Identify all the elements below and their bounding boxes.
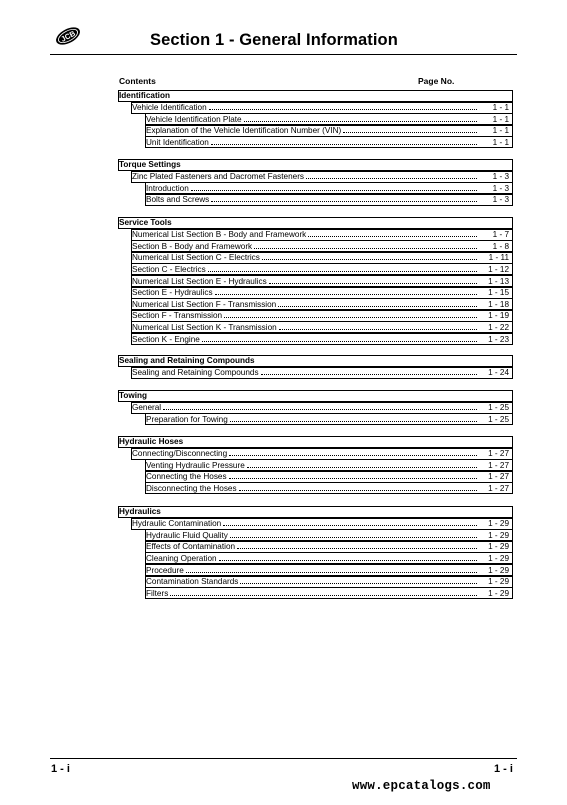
contents-label: Contents bbox=[119, 76, 156, 86]
toc-leader-dots bbox=[208, 264, 477, 272]
toc-entry-label: Bolts and Screws bbox=[146, 195, 210, 205]
toc-entry[interactable] bbox=[132, 367, 509, 379]
toc-entry[interactable] bbox=[132, 322, 509, 334]
toc-leader-dots bbox=[239, 483, 477, 491]
toc-section-title[interactable]: Identification bbox=[119, 91, 170, 100]
toc-entry-page: 1 - 29 bbox=[488, 530, 509, 540]
toc-entry-page: 1 - 11 bbox=[488, 253, 509, 263]
toc-leader-dots bbox=[254, 241, 477, 249]
toc-entry-page: 1 - 12 bbox=[488, 264, 509, 274]
toc-entry-page: 1 - 1 bbox=[492, 103, 509, 113]
toc-entry[interactable] bbox=[146, 565, 509, 577]
toc-entry-label: Sealing and Retaining Compounds bbox=[132, 368, 259, 378]
toc-entry-page: 1 - 23 bbox=[488, 334, 509, 344]
toc-section-title-box bbox=[118, 506, 513, 518]
toc-entry-page: 1 - 1 bbox=[492, 114, 509, 124]
toc-leader-dots bbox=[279, 322, 477, 330]
toc-entry[interactable] bbox=[132, 448, 509, 460]
toc-section-title[interactable]: Torque Settings bbox=[119, 160, 181, 169]
toc-entry[interactable] bbox=[146, 137, 509, 149]
toc-entry-label: Unit Identification bbox=[146, 137, 209, 147]
toc-entry-label: Numerical List Section K - Transmission bbox=[132, 322, 277, 332]
footer-page-right: 1 - i bbox=[494, 763, 513, 775]
toc-entry-page: 1 - 3 bbox=[492, 195, 509, 205]
toc-leader-dots bbox=[237, 541, 477, 549]
toc-leader-dots bbox=[306, 171, 477, 179]
toc-entry[interactable] bbox=[132, 241, 509, 253]
toc-leader-dots bbox=[202, 334, 477, 342]
toc-entry[interactable] bbox=[146, 125, 509, 137]
toc-leader-dots bbox=[209, 102, 477, 110]
toc-entry-label: Preparation for Towing bbox=[146, 414, 228, 424]
toc-entry-label: Disconnecting the Hoses bbox=[146, 483, 237, 493]
toc-leader-dots bbox=[223, 518, 477, 526]
toc-entry[interactable] bbox=[132, 299, 509, 311]
toc-entry-label: Zinc Plated Fasteners and Dacromet Fasteners bbox=[132, 172, 305, 182]
toc-entry[interactable] bbox=[146, 460, 509, 472]
toc-entry-label: Section E - Hydraulics bbox=[132, 288, 213, 298]
toc-section-title[interactable]: Towing bbox=[119, 391, 148, 400]
toc-section-title[interactable]: Service Tools bbox=[119, 218, 172, 227]
toc-entry-page: 1 - 29 bbox=[488, 565, 509, 575]
toc-leader-dots bbox=[269, 276, 477, 284]
toc-leader-dots bbox=[240, 576, 477, 584]
toc-leader-dots bbox=[261, 367, 477, 375]
toc-entry-label: Connecting the Hoses bbox=[146, 472, 227, 482]
toc-leader-dots bbox=[163, 402, 477, 410]
toc-entry-page: 1 - 27 bbox=[488, 472, 509, 482]
toc-leader-dots bbox=[229, 448, 477, 456]
footer-divider bbox=[50, 758, 517, 759]
toc-entry[interactable] bbox=[146, 588, 509, 600]
toc-leader-dots bbox=[262, 252, 477, 260]
toc-entry[interactable] bbox=[132, 102, 509, 114]
toc-section-title-box bbox=[118, 217, 513, 229]
toc-leader-dots bbox=[219, 553, 477, 561]
toc-entry-page: 1 - 22 bbox=[488, 322, 509, 332]
toc-entry-page: 1 - 29 bbox=[488, 542, 509, 552]
toc-section-title-box bbox=[118, 390, 513, 402]
toc-entry-label: Effects of Contamination bbox=[146, 542, 236, 552]
toc-entry-label: Section B - Body and Framework bbox=[132, 241, 253, 251]
logo-text: JCB bbox=[59, 28, 77, 44]
toc-entry-label: Section K - Engine bbox=[132, 334, 200, 344]
page-no-label: Page No. bbox=[418, 76, 455, 86]
toc-entry-page: 1 - 29 bbox=[488, 577, 509, 587]
toc-entry-page: 1 - 7 bbox=[492, 230, 509, 240]
toc-entry[interactable] bbox=[132, 334, 509, 346]
toc-leader-dots bbox=[186, 565, 477, 573]
toc-entry-label: Section C - Electrics bbox=[132, 264, 206, 274]
toc-leader-dots bbox=[215, 287, 477, 295]
toc-entry[interactable] bbox=[132, 310, 509, 322]
toc-leader-dots bbox=[191, 183, 477, 191]
toc-entry[interactable] bbox=[132, 264, 509, 276]
toc-entry-label: Numerical List Section E - Hydraulics bbox=[132, 276, 267, 286]
toc-entry-page: 1 - 25 bbox=[488, 414, 509, 424]
toc-entry-page: 1 - 29 bbox=[488, 519, 509, 529]
toc-leader-dots bbox=[308, 229, 477, 237]
toc-section-title[interactable]: Hydraulic Hoses bbox=[119, 437, 184, 446]
toc-section-title-box bbox=[118, 355, 513, 367]
toc-entry-page: 1 - 15 bbox=[488, 288, 509, 298]
toc-entry[interactable] bbox=[146, 414, 509, 426]
toc-entry-label: Hydraulic Fluid Quality bbox=[146, 530, 228, 540]
toc-entry-page: 1 - 25 bbox=[488, 403, 509, 413]
toc-leader-dots bbox=[278, 299, 477, 307]
toc-entry-label: Numerical List Section F - Transmission bbox=[132, 299, 277, 309]
toc-leader-dots bbox=[211, 137, 477, 145]
toc-entry-page: 1 - 1 bbox=[492, 137, 509, 147]
toc-entry-label: Procedure bbox=[146, 565, 184, 575]
toc-entry[interactable] bbox=[146, 183, 509, 195]
toc-leader-dots bbox=[247, 460, 477, 468]
toc-entry-page: 1 - 27 bbox=[488, 483, 509, 493]
toc-section-title-box bbox=[118, 159, 513, 171]
toc-leader-dots bbox=[224, 310, 477, 318]
toc-entry-page: 1 - 27 bbox=[488, 449, 509, 459]
toc-entry-label: Explanation of the Vehicle Identification Number (VIN) bbox=[146, 126, 342, 136]
toc-entry-label: Introduction bbox=[146, 183, 189, 193]
toc-leader-dots bbox=[230, 530, 477, 538]
toc-entry-label: Numerical List Section C - Electrics bbox=[132, 253, 260, 263]
toc-entry-page: 1 - 29 bbox=[488, 553, 509, 563]
toc-leader-dots bbox=[244, 114, 477, 122]
footer-page-left: 1 - i bbox=[51, 763, 70, 775]
toc-entry[interactable] bbox=[146, 576, 509, 588]
toc-entry[interactable] bbox=[146, 471, 509, 483]
toc-entry[interactable] bbox=[146, 541, 509, 553]
toc-entry[interactable] bbox=[146, 483, 509, 495]
toc-entry[interactable] bbox=[132, 287, 509, 299]
toc-entry[interactable] bbox=[132, 229, 509, 241]
toc-entry-page: 1 - 3 bbox=[492, 172, 509, 182]
toc-leader-dots bbox=[229, 471, 477, 479]
toc-entry-page: 1 - 8 bbox=[492, 241, 509, 251]
jcb-logo bbox=[53, 25, 83, 47]
toc-entry[interactable] bbox=[146, 530, 509, 542]
watermark: www.epcatalogs.com bbox=[352, 779, 491, 793]
toc-entry-page: 1 - 18 bbox=[488, 299, 509, 309]
toc-entry-label: Filters bbox=[146, 588, 169, 598]
toc-entry-label: Section F - Transmission bbox=[132, 311, 223, 321]
toc-leader-dots bbox=[211, 194, 477, 202]
toc-entry-label: Numerical List Section B - Body and Framework bbox=[132, 230, 307, 240]
toc-entry[interactable] bbox=[132, 171, 509, 183]
page-title: Section 1 - General Information bbox=[150, 31, 398, 49]
toc-entry[interactable] bbox=[146, 114, 509, 126]
toc-entry[interactable] bbox=[132, 402, 509, 414]
toc-entry-label: Contamination Standards bbox=[146, 577, 239, 587]
toc-section-title[interactable]: Hydraulics bbox=[119, 507, 161, 516]
toc-entry-page: 1 - 1 bbox=[492, 126, 509, 136]
toc-entry-page: 1 - 29 bbox=[488, 588, 509, 598]
header-divider bbox=[50, 54, 517, 55]
toc-entry-label: Connecting/Disconnecting bbox=[132, 449, 228, 459]
toc-entry-label: General bbox=[132, 403, 162, 413]
toc-section-title[interactable]: Sealing and Retaining Compounds bbox=[119, 356, 255, 365]
toc-entry-label: Cleaning Operation bbox=[146, 553, 217, 563]
toc-entry[interactable] bbox=[132, 252, 509, 264]
toc-entry-page: 1 - 13 bbox=[488, 276, 509, 286]
toc-leader-dots bbox=[170, 588, 477, 596]
toc-entry-page: 1 - 27 bbox=[488, 460, 509, 470]
toc-entry-label: Vehicle Identification bbox=[132, 103, 207, 113]
toc-entry[interactable] bbox=[132, 518, 509, 530]
toc-entry-page: 1 - 24 bbox=[488, 368, 509, 378]
toc-entry[interactable] bbox=[146, 553, 509, 565]
toc-entry-label: Vehicle Identification Plate bbox=[146, 114, 242, 124]
toc-section-title-box bbox=[118, 436, 513, 448]
toc-leader-dots bbox=[343, 125, 477, 133]
toc-entry-page: 1 - 19 bbox=[488, 311, 509, 321]
toc-entry[interactable] bbox=[146, 194, 509, 206]
toc-section-title-box bbox=[118, 90, 513, 102]
toc-entry-label: Venting Hydraulic Pressure bbox=[146, 460, 245, 470]
toc-entry-label: Hydraulic Contamination bbox=[132, 519, 222, 529]
toc-entry[interactable] bbox=[132, 276, 509, 288]
toc-entry-page: 1 - 3 bbox=[492, 183, 509, 193]
toc-leader-dots bbox=[230, 414, 477, 422]
